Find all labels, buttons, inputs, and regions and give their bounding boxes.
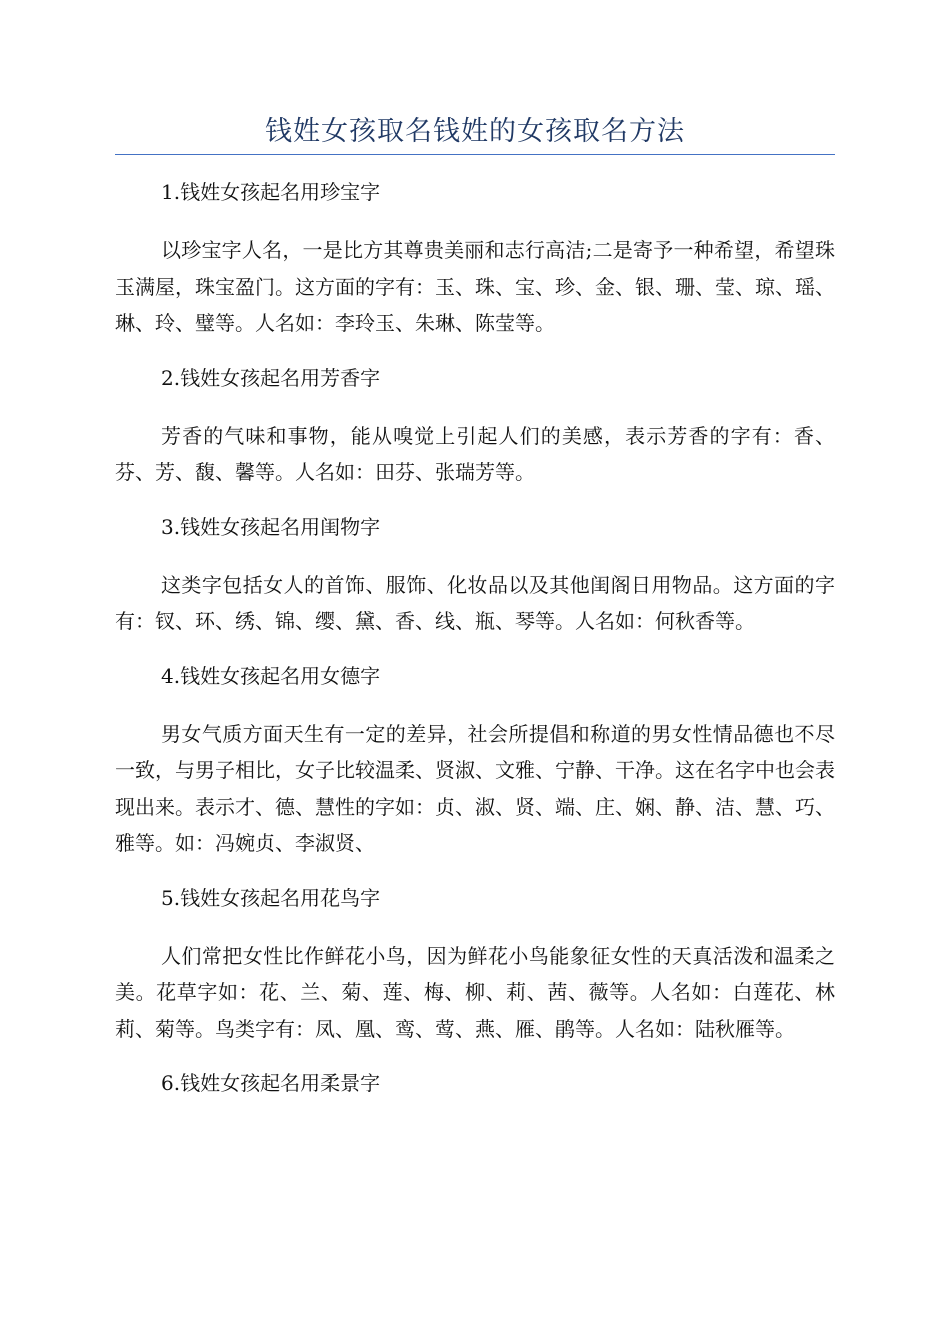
section-2 [115, 360, 835, 509]
section-heading: 5.钱姓女孩起名用花鸟字 [161, 885, 381, 910]
section-1 [115, 174, 835, 360]
section-paragraph: 人们常把女性比作鲜花小鸟，因为鲜花小鸟能象征女性的天真活泼和温柔之美。花草字如：花、兰、菊、莲、梅、柳、莉、茜、薇等。人名如：白莲花、林莉、菊等。鸟类字有：凤、凰、鸾、莺、燕、雁、鹃等。人名如：陆秋雁等。 [115, 943, 835, 1041]
document-body [115, 174, 835, 1101]
document-title: 钱姓女孩取名钱姓的女孩取名方法 [265, 116, 685, 147]
section-paragraph: 芳香的气味和事物，能从嗅觉上引起人们的美感，表示芳香的字有：香、芬、芳、馥、馨等。人名如：田芬、张瑞芳等。 [115, 423, 835, 484]
title-underline [115, 154, 835, 155]
section-paragraph: 以珍宝字人名，一是比方其尊贵美丽和志行高洁;二是寄予一种希望，希望珠玉满屋，珠宝盈门。这方面的字有：玉、珠、宝、珍、金、银、珊、莹、琼、瑶、琳、玲、璧等。人名如：李玲玉、朱琳、陈莹等。 [115, 238, 835, 335]
section-heading: 4.钱姓女孩起名用女德字 [161, 663, 381, 688]
section-heading: 2.钱姓女孩起名用芳香字 [161, 365, 381, 390]
section-paragraph: 这类字包括女人的首饰、服饰、化妆品以及其他闺阁日用物品。这方面的字有：钗、环、绣、锦、缨、黛、香、线、瓶、琴等。人名如：何秋香等。 [115, 572, 835, 633]
section-3 [115, 509, 835, 658]
section-paragraph: 男女气质方面天生有一定的差异，社会所提倡和称道的男女性情品德也不尽一致，与男子相比，女子比较温柔、贤淑、文雅、宁静、干净。这在名字中也会表现出来。表示才、德、慧性的字如：贞、淑、贤、端、庄、娴、静、洁、慧、巧、雅等。如：冯婉贞、李淑贤、 [115, 721, 835, 855]
section-heading: 3.钱姓女孩起名用闺物字 [161, 514, 381, 539]
section-5 [115, 880, 835, 1066]
section-heading: 6.钱姓女孩起名用柔景字 [161, 1071, 381, 1095]
section-heading: 1.钱姓女孩起名用珍宝字 [161, 180, 381, 204]
section-6 [115, 1065, 835, 1101]
section-4 [115, 658, 835, 880]
